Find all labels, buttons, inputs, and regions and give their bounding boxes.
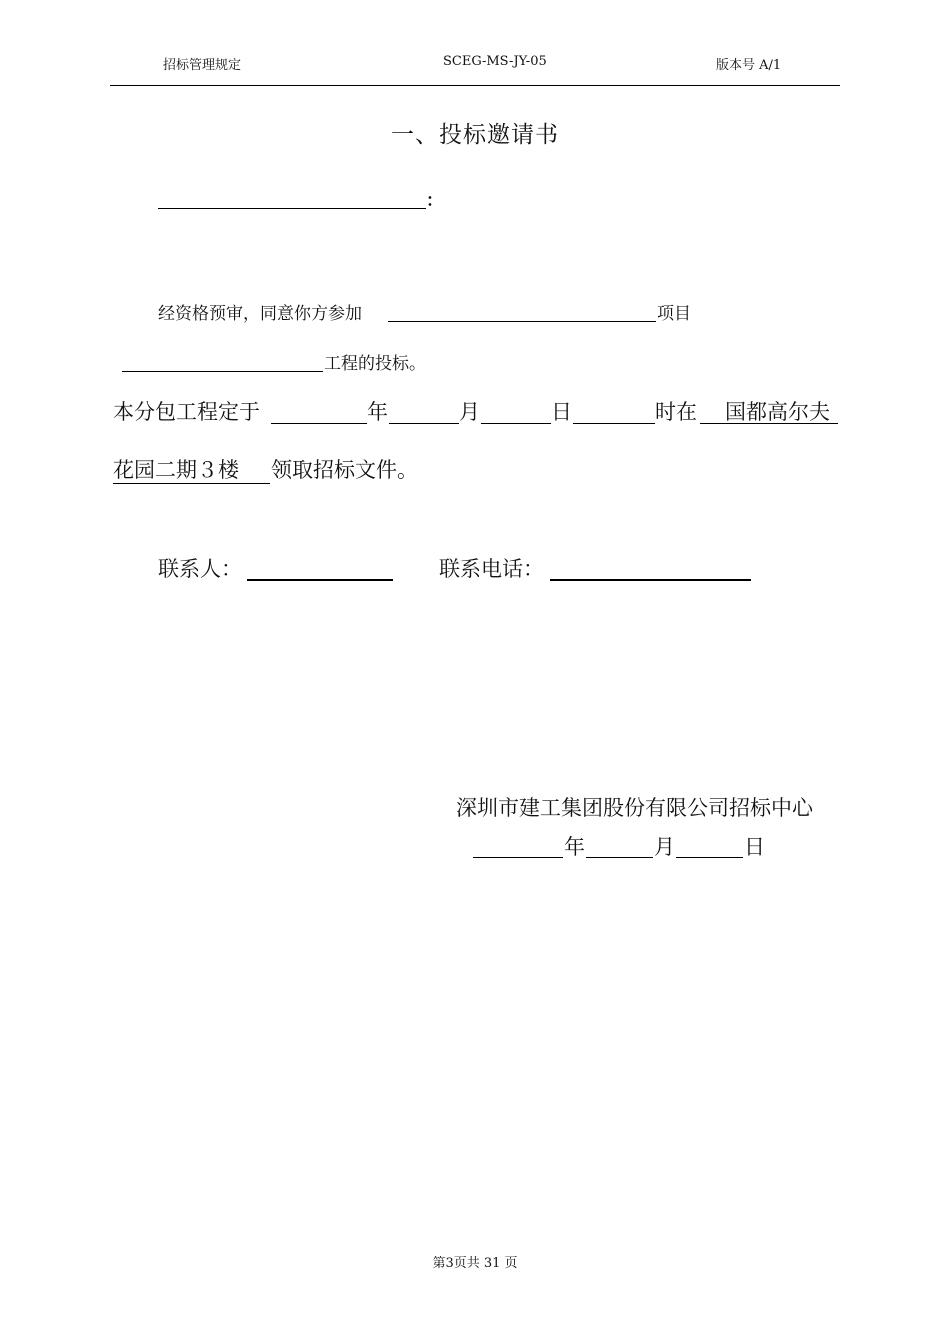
sign-day-label: 日 [744,835,765,859]
schedule-year-blank[interactable] [271,423,367,424]
project-suffix: 项目 [657,304,691,324]
contact-phone-blank[interactable] [550,579,751,581]
header-divider [110,85,840,86]
schedule-day-label: 日 [551,400,572,424]
schedule-time-blank[interactable] [573,423,655,424]
work-name-blank[interactable] [122,371,323,372]
page-number: 第3页共 31 页 [432,1256,518,1271]
schedule-prefix: 本分包工程定于 [113,400,260,424]
issuer-org: 深圳市建工集团股份有限公司招标中心 [456,796,813,820]
sign-year-label: 年 [564,835,585,859]
schedule-time-label: 时在 [655,400,697,424]
page-title: 一、投标邀请书 [391,122,559,148]
schedule-month-label: 月 [459,400,480,424]
contact-phone-label: 联系电话： [439,557,544,581]
project-name-blank[interactable] [388,321,656,322]
schedule-month-blank[interactable] [389,423,459,424]
schedule-year-label: 年 [367,400,388,424]
contact-person-label: 联系人： [158,557,242,581]
sign-month-label: 月 [654,835,675,859]
sign-month-blank[interactable] [586,857,653,858]
prequal-text: 经资格预审，同意你方参加 [158,304,362,324]
location-part-1: 国都高尔夫 [725,400,830,424]
sign-day-blank[interactable] [676,857,743,858]
header-doc-code: SCEG-MS-JY-05 [443,54,547,69]
addressee-colon: ： [426,191,443,211]
schedule-suffix: 领取招标文件。 [271,458,418,482]
addressee-blank[interactable] [158,208,426,209]
contact-person-blank[interactable] [247,579,393,581]
tender-text: 工程的投标。 [324,354,426,374]
schedule-day-blank[interactable] [481,423,551,424]
sign-year-blank[interactable] [473,857,563,858]
location-underline-2 [113,483,270,484]
header-doc-name: 招标管理规定 [163,58,242,73]
location-part-2: 花园二期３楼 [113,458,239,482]
header-version: 版本号 A/1 [716,58,782,73]
